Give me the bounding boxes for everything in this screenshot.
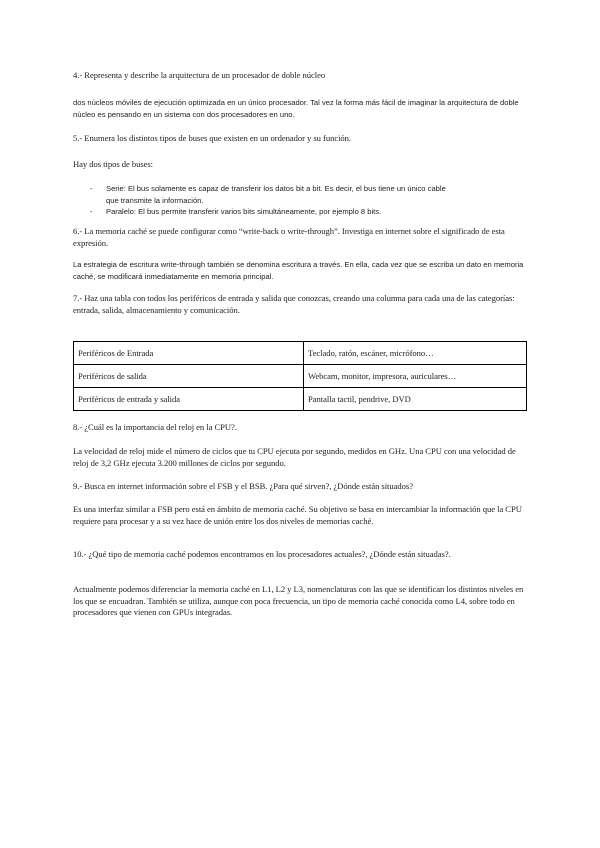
- answer-10: Actualmente podemos diferenciar la memoria caché en L1, L2 y L3, nomenclaturas con las que se identifican los distintos niveles en los que se encuadran. También se utiliza, aunque con poca frecuencia, un tipo de memoria caché conocida como L4, sobre todo en procesadores que vienen con GPUs integradas.: [73, 584, 524, 617]
- question-6: 6.- La memoria caché se puede configurar como “write-back o write-through”. Investiga en internet sobre el significado de esta expresión.: [73, 226, 505, 248]
- answer-4: dos núcleos móviles de ejecución optimizada en un único procesador. Tal vez la forma más fácil de imaginar la arquitectura de doble núcleo es pensando en un sistema con dos procesadores en uno.: [73, 98, 519, 119]
- question-9: 9.- Busca en internet información sobre el FSB y el BSB. ¿Para qué sirven?, ¿Dónde están situados?: [73, 481, 413, 491]
- table-cell-examples: Teclado, ratón, escáner, micrófono…: [304, 342, 527, 365]
- buses-intro: Hay dos tipos de buses:: [73, 159, 154, 169]
- table-cell-examples: Pantalla tactil, pendrive, DVD: [304, 388, 527, 411]
- answer-9: Es una interfaz similar a FSB pero está en ámbito de memoria caché. Su objetivo se basa en intercambiar la información que la CPU requiere para procesar y a su vez hace de unión entre los dos niveles de memorias caché.: [73, 504, 522, 526]
- peripherals-table: [73, 341, 527, 411]
- bus-paralelo-text: Paralelo: El bus permite transferir varios bits simultáneamente, por ejemplo 8 bits.: [106, 207, 382, 216]
- bus-serie-continuation: que transmite la información.: [106, 195, 204, 205]
- bus-types-list: [90, 183, 525, 218]
- table-cell-category: Periféricos de Entrada: [74, 342, 304, 365]
- list-item: [90, 206, 525, 218]
- table-row: [74, 365, 527, 388]
- table-cell-category: Periféricos de entrada y salida: [74, 388, 304, 411]
- question-7: 7.- Haz una tabla con todos los periféricos de entrada y salida que conozcas, creando una columna para cada una de las categorías: entrada, salida, almacenamiento y comunicación.: [73, 293, 515, 315]
- bus-serie-text: Serie: El bus solamente es capaz de transferir los datos bit a bit. Es decir, el bus tiene un único cable: [106, 184, 446, 193]
- question-4: 4.- Representa y describe la arquitectura de un procesador de doble núcleo: [73, 70, 326, 80]
- table-row: [74, 342, 527, 365]
- answer-6: La estrategia de escritura write-through también se denomina escritura a través. En ella, cada vez que se escriba un dato en memoria caché, se modificará inmediatamente en memoria principal.: [73, 260, 524, 281]
- question-10: 10.- ¿Qué tipo de memoria caché podemos encontramos en los procesadores actuales?, ¿Dónde están situadas?.: [73, 549, 451, 559]
- table-cell-examples: Webcam, monitor, impresora, auriculares…: [304, 365, 527, 388]
- table-cell-category: Periféricos de salida: [74, 365, 304, 388]
- table-row: [74, 388, 527, 411]
- list-item: [90, 183, 525, 206]
- answer-8: La velocidad de reloj mide el número de ciclos que tu CPU ejecuta por segundo, medidos en GHz. Una CPU con una velocidad de reloj de 3,2 GHz ejecuta 3.200 millones de ciclos por segundo.: [73, 446, 516, 468]
- question-8: 8.- ¿Cuál es la importancia del reloj en la CPU?.: [73, 422, 237, 432]
- question-5: 5.- Enumera los distintos tipos de buses que existen en un ordenador y su función.: [73, 133, 352, 143]
